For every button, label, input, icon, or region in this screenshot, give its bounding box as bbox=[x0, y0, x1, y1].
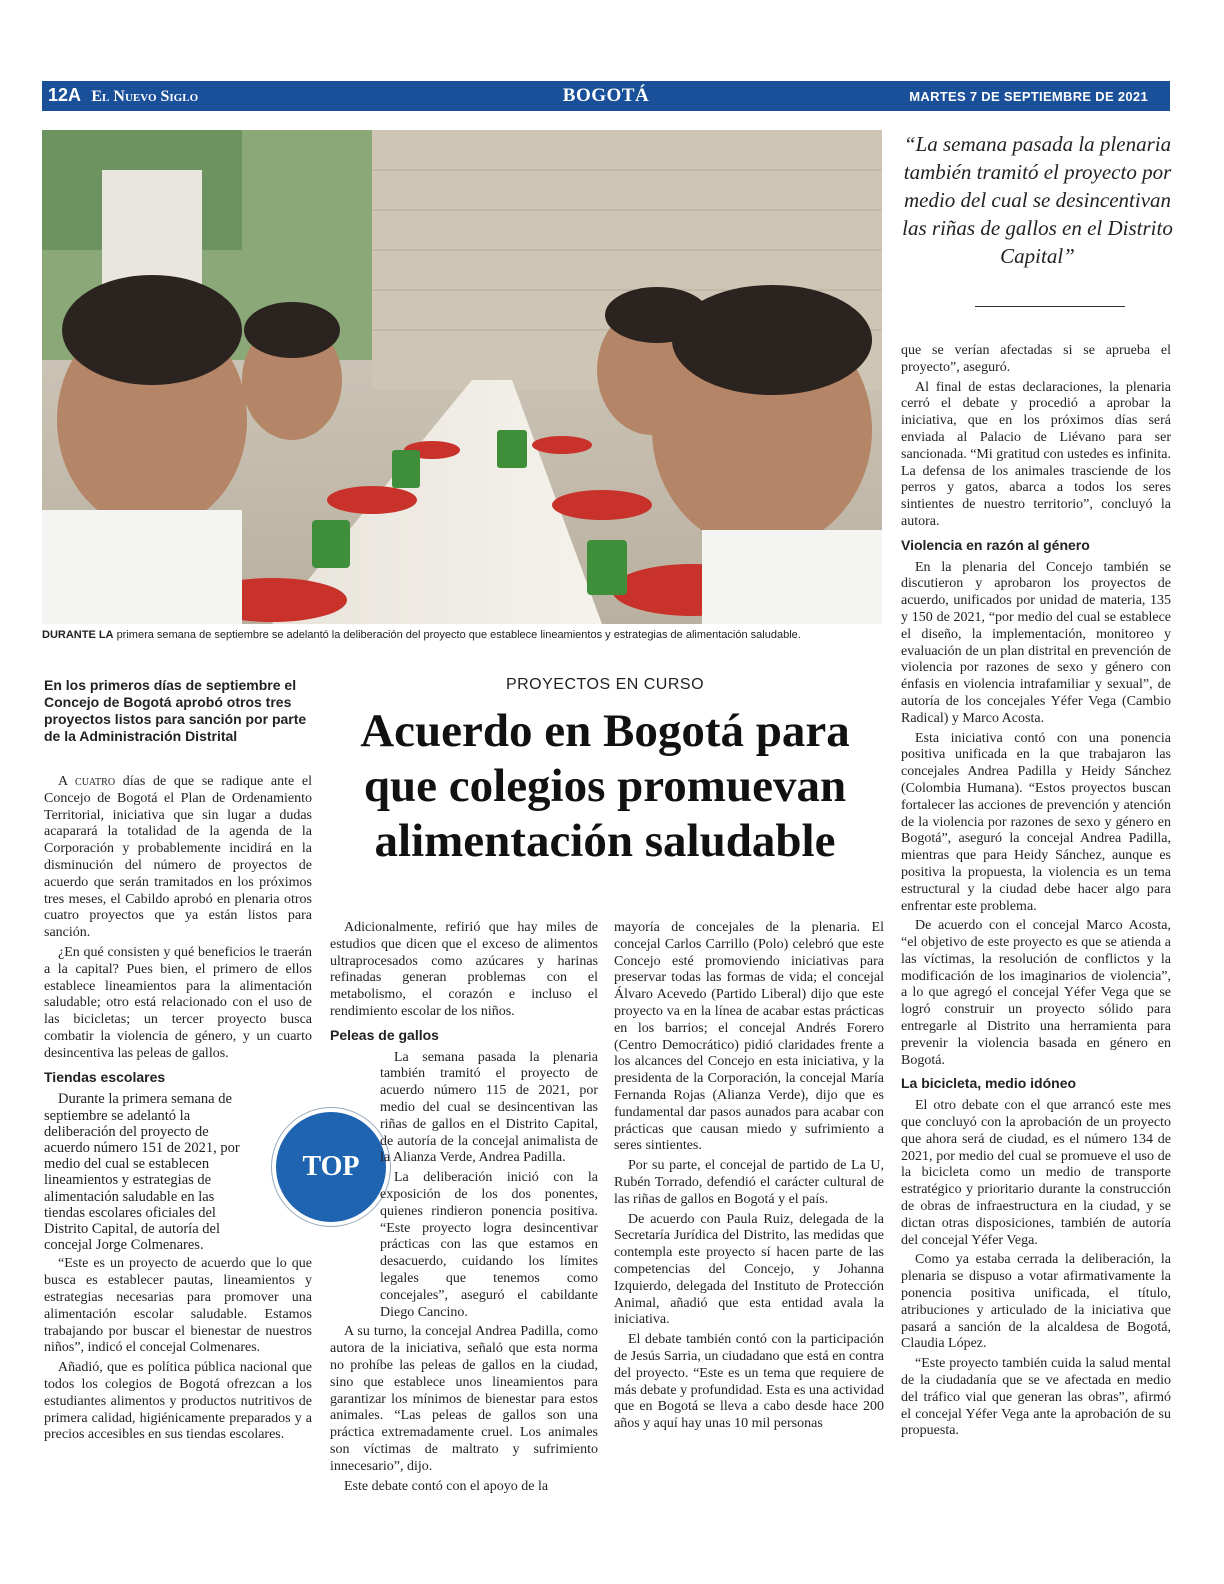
subheading-bicicleta: La bicicleta, medio idóneo bbox=[901, 1075, 1077, 1092]
caption-text: primera semana de septiembre se adelantó la deliberación del proyecto que establece lineamientos y estrategias de alimentación saludable. bbox=[116, 629, 801, 641]
paragraph: “Este es un proyecto de acuerdo que lo que busca es establecer pautas, lineamientos y estrategias necesarias para promover una alimentación escolar saludable. Estamos trabajando por buscar el bienestar de nuestros niños”, indicó el concejal Colmenares. bbox=[44, 1256, 312, 1356]
column-1 bbox=[44, 774, 312, 1447]
paragraph: La semana pasada la plenaria también tramitó el proyecto de acuerdo número 115 de 2021, por medio del cual se desincentivan las riñas de gallos en el Distrito Capital, de autoría de la concejal animalista de la Alianza Verde, Andrea Padilla. bbox=[380, 1049, 598, 1166]
paragraph: que se verían afectadas si se aprueba el proyecto”, aseguró. bbox=[901, 343, 1171, 375]
column-3 bbox=[614, 920, 884, 1436]
paragraph: “Este proyecto también cuida la salud mental de la ciudadanía que se ve afectada en medio del tráfico vial que generan las obras”, afirmó el concejal Yéfer Vega ante la aprobación de su propuesta. bbox=[901, 1356, 1171, 1439]
main-photo bbox=[42, 130, 882, 624]
opening-words: A cuatro bbox=[58, 774, 116, 789]
paragraph: De acuerdo con Paula Ruiz, delegada de la Secretaría Jurídica del Distrito, las medidas que contempla este proyecto sí hacen parte de las competencias del Concejo, y Johanna Izquierdo, delegada del Instituto de Protección Animal, añadió que esta entidad avala la iniciativa. bbox=[614, 1211, 884, 1328]
paragraph: Este debate contó con el apoyo de la bbox=[344, 1478, 549, 1494]
subheading-peleas: Peleas de gallos bbox=[330, 1026, 439, 1043]
column-2 bbox=[330, 920, 598, 1498]
publication-name: El Nuevo Siglo bbox=[91, 88, 199, 105]
paragraph: Como ya estaba cerrada la deliberación, la plenaria se dispuso a votar afirmativamente la ponencia positiva unificada, el título, atribuciones y articulado de la iniciativa que pasará a sanción de la alcaldesa de Bogotá, Claudia López. bbox=[901, 1252, 1171, 1352]
paragraph: El debate también contó con la participación de Jesús Sarria, un ciudadano que está en contra del proyecto. “Este es un tema que requiere de más debate y profundidad. Esta es una actividad que en Bogotá se lleva a cabo desde hace 200 años y aquí hay unas 10 mil personas bbox=[614, 1332, 884, 1432]
subheading-tiendas: Tiendas escolares bbox=[44, 1068, 166, 1085]
paragraph: ¿En qué consisten y qué beneficios le traerán a la capital? Pues bien, el primero de ellos establece lineamientos para la alimentación saludable; otro está relacionado con el uso de las bicicletas; un tercer proyecto busca combatir la violencia de género, y un cuarto desincentiva las peleas de gallos. bbox=[44, 944, 312, 1061]
headline: Acuerdo en Bogotá para que colegios promuevan alimentación saludable bbox=[360, 705, 850, 867]
paragraph: Adicionalmente, refirió que hay miles de estudios que dicen que el exceso de alimentos ultraprocesados como azúcares y harinas refinadas generan problemas con el metabolismo, el corazón e incluso el rendimiento escolar de los niños. bbox=[330, 920, 598, 1019]
subheading-violencia: Violencia en razón al género bbox=[901, 536, 1090, 553]
paragraph: El otro debate con el que arrancó este mes que concluyó con la aprobación de un proyecto que ahora será de ciudad, es el número 134 de 2021, por medio del cual se promueve el uso de la bicicleta como un medio de transporte estratégico y prioritario durante la construcción de obras de infraestructura en la ciudad, y se dictan otras disposiciones, también de autoría del concejal Yéfer Vega. bbox=[901, 1098, 1171, 1248]
section-title: BOGOTÁ bbox=[562, 85, 650, 106]
lead-paragraph: En los primeros días de septiembre el Concejo de Bogotá aprobó otros tres proyectos listos para sanción por parte de la Administración Distrital bbox=[44, 677, 307, 744]
column-4 bbox=[901, 343, 1171, 1443]
paragraph-text: días de que se radique ante el Concejo de Bogotá el Plan de Ordenamiento Territorial, iniciativa que sin lugar a dudas acaparará la totalidad de la agenda de la Corporación y probablemente incidirá en la disminución del número de proyectos de acuerdo que serán tramitados en los próximos tres meses, el Cabildo aprobó en plenaria otros cuatro proyectos que ya están listos para sanción. bbox=[44, 774, 312, 941]
paragraph: La deliberación inició con la exposición de los dos ponentes, quienes rindieron ponencia positiva. “Este proyecto logra desincentivar prácticas con las que estamos en desacuerdo, cuidando los límites legales que tenemos como concejales”, aseguró el cabildante Diego Cancino. bbox=[380, 1170, 598, 1320]
issue-date: MARTES 7 DE SEPTIEMBRE DE 2021 bbox=[909, 89, 1148, 104]
paragraph: Esta iniciativa contó con una ponencia positiva unificada en la que trabajaron las concejales Andrea Padilla y Heidy Sánchez (Colombia Humana). “Estos proyectos buscan fortalecer las acciones de prevención y atención de la violencia por razones de sexo y género en Bogotá”, aseguró la concejal Andrea Padilla, mientras que para Heidy Sánchez, aunque es positiva la propuesta, la violencia es un tema estructural y la ciudad debe hacer algo para enfrentar este problema. bbox=[901, 730, 1171, 914]
photo-caption bbox=[42, 628, 882, 643]
quote-divider bbox=[975, 306, 1125, 307]
top-badge: TOP bbox=[272, 1108, 390, 1226]
page-number: 12A bbox=[48, 85, 81, 105]
paragraph: Por su parte, el concejal de partido de La U, Rubén Torrado, defendió el carácter cultural de las riñas de gallos en Bogotá y el país. bbox=[614, 1158, 884, 1207]
pull-quote: “La semana pasada la plenaria también tramitó el proyecto por medio del cual se desincentivan las riñas de gallos en el Distrito Capital” bbox=[902, 132, 1173, 268]
children-eating-photo bbox=[42, 130, 882, 624]
kicker: PROYECTOS EN CURSO bbox=[505, 676, 705, 693]
paragraph: Añadió, que es política pública nacional que todos los colegios de Bogotá ofrezcan a los estudiantes alimentos y productos nutritivos de primera calidad, higiénicamente preparados y a precios accesibles en sus tiendas escolares. bbox=[44, 1360, 312, 1443]
page-header bbox=[42, 81, 1170, 111]
paragraph bbox=[44, 774, 312, 942]
paragraph: De acuerdo con el concejal Marco Acosta, “el objetivo de este proyecto es que se atienda a las víctimas, la resolución de conflictos y la modificación de los imaginarios de violencia”, a lo que agregó el concejal Yéfer Vega que se logró construir un proyecto sólido para entregarle al Distrito una herramienta para prevenir la violencia basada en género en Bogotá. bbox=[901, 918, 1171, 1068]
caption-lead: DURANTE LA bbox=[42, 629, 114, 641]
paragraph: A su turno, la concejal Andrea Padilla, como autora de la iniciativa, señaló que esta norma no prohíbe las peleas de gallos en la ciudad, sino que establece unos lineamientos para garantizar los mínimos de bienestar para estos animales. “Las peleas de gallos son una práctica extremadamente cruel. Los animales son víctimas de maltrato y sufrimiento innecesario”, dijo. bbox=[330, 1324, 598, 1474]
paragraph: Durante la primera semana de septiembre se adelantó la deliberación del proyecto de acuerdo número 151 de 2021, por medio del cual se establecen lineamientos y estrategias de alimentación saludable en las tiendas escolares oficiales del Distrito Capital, de autoría del concejal Jorge Colmenares. bbox=[44, 1091, 240, 1254]
paragraph: mayoría de concejales de la plenaria. El concejal Carlos Carrillo (Polo) celebró que este Concejo esté promoviendo iniciativas para preservar todas las formas de vida; el concejal Álvaro Acevedo (Partido Liberal) dijo que este proyecto va en la línea de acabar estas prácticas en los barrios; el concejal Andrés Forero (Centro Democrático) pidió claridades frente a los alcances del Concejo en esta iniciativa, y la presidenta de la Corporación, la concejal María Fernanda Rojas (Alianza Verde), dijo que es fundamental dar pasos aunados para acabar con prácticas que causan miedo y sufrimiento a seres sintientes. bbox=[614, 920, 884, 1154]
paragraph: Al final de estas declaraciones, la plenaria cerró el debate y procedió a aprobar la iniciativa, que en los próximos días será enviada al Palacio de Liévano para ser sancionada. “Mi gratitud con ustedes es infinita. La defensa de los animales trasciende de los perros y gatos, abarca a todos los seres sintientes de nuestro territorio”, concluyó la autora. bbox=[901, 379, 1171, 529]
paragraph: En la plenaria del Concejo también se discutieron y aprobaron los proyectos de acuerdo, unificados por unidad de materia, 135 y 150 de 2021, “por medio del cual se establece el diseño, la implementación, monitoreo y evaluación de un plan distrital en prevención de violencia por razones de sexo y género con énfasis en violencia intrafamiliar y sexual”, de autoría de los concejales Yéfer Vega (Cambio Radical) y Marco Acosta. bbox=[901, 559, 1171, 726]
